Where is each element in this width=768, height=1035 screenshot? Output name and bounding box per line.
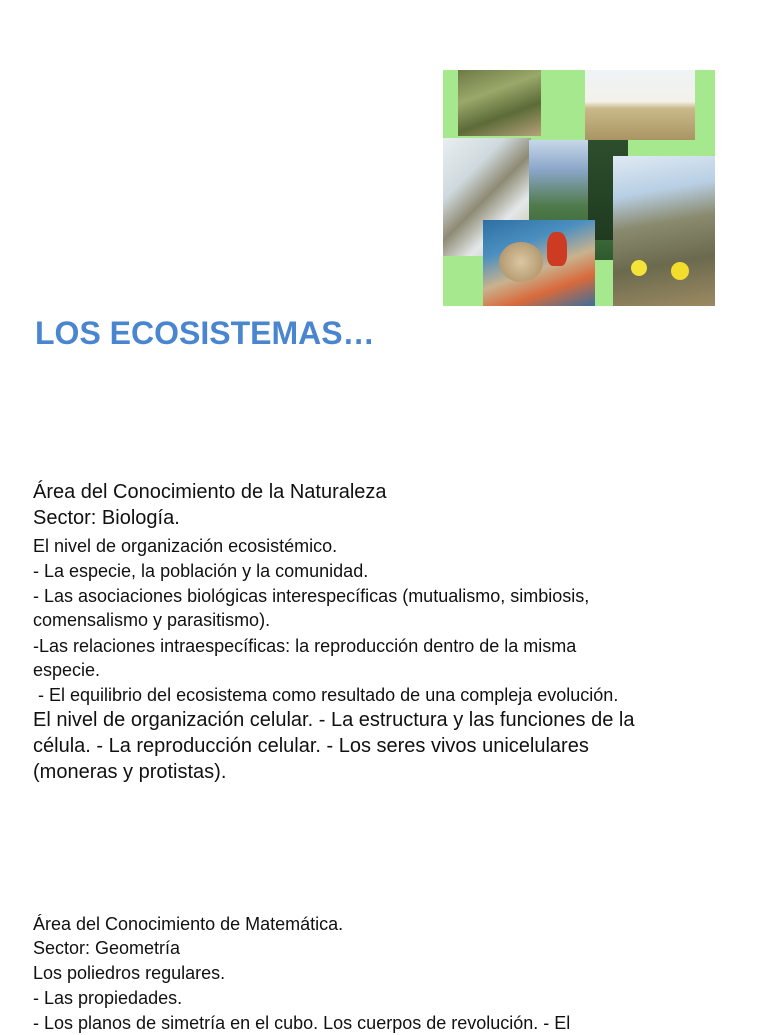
section1-area: Área del Conocimiento de la Naturaleza — [33, 481, 387, 503]
section1-line: especie. — [33, 660, 101, 680]
section2-area: Área del Conocimiento de Matemática. — [33, 914, 344, 934]
section1-line: comensalismo y parasitismo). — [33, 610, 271, 630]
section1-line: -Las relaciones intraespecíficas: la reproducción dentro de la misma — [33, 636, 577, 656]
section1-line: - El equilibrio del ecosistema como resultado de una compleja evolución. — [33, 685, 619, 705]
jungle-photo — [458, 70, 541, 136]
section1-line: El nivel de organización ecosistémico. — [33, 536, 338, 556]
document-title: LOS ECOSISTEMAS… — [35, 315, 375, 351]
section1-line: - La especie, la población y la comunidad. — [33, 561, 369, 581]
section2-line: - Las propiedades. — [33, 988, 183, 1008]
section1-cellular-line: célula. - La reproducción celular. - Los seres vivos unicelulares — [33, 735, 589, 757]
desert-hill-photo — [613, 156, 715, 306]
savanna-photo — [585, 70, 695, 140]
ecosystems-collage-image — [443, 70, 715, 306]
cactus-flower — [631, 260, 647, 276]
coral-shape — [499, 242, 543, 282]
sea-creature-shape — [547, 232, 567, 266]
section1-sector: Sector: Biología. — [33, 507, 180, 529]
section2-line: - Los planos de simetría en el cubo. Los cuerpos de revolución. - El — [33, 1013, 571, 1033]
cactus-flower — [671, 262, 689, 280]
section1-line: - Las asociaciones biológicas interespecíficas (mutualismo, simbiosis, — [33, 586, 590, 606]
section1-cellular-line: El nivel de organización celular. - La estructura y las funciones de la — [33, 709, 635, 731]
section1-cellular-line: (moneras y protistas). — [33, 761, 227, 783]
section2-sector: Sector: Geometría — [33, 938, 181, 958]
section2-line: Los poliedros regulares. — [33, 963, 226, 983]
